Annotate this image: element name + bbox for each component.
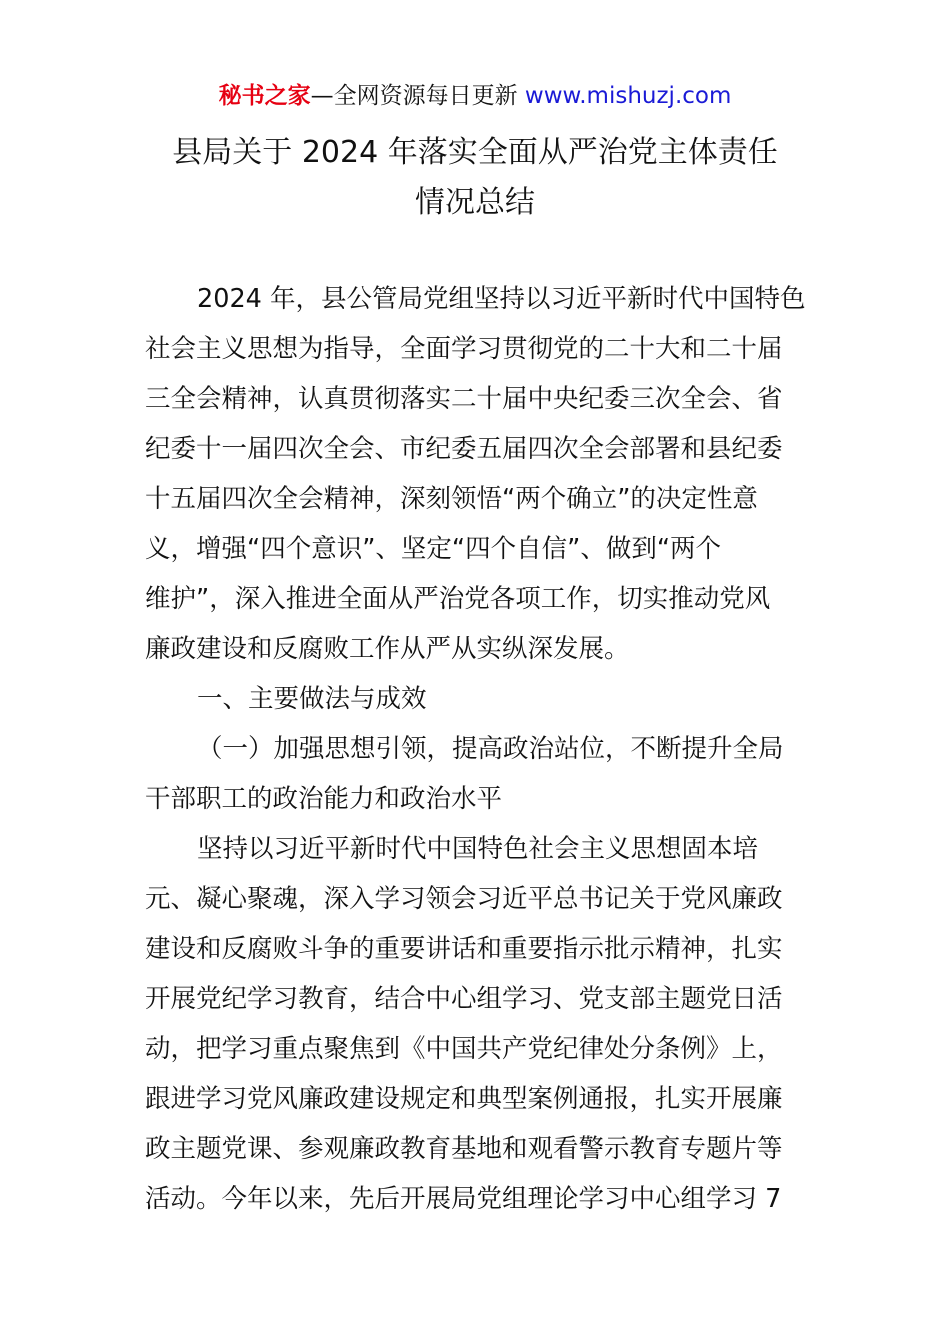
paragraph-line: 元、凝心聚魂，深入学习领会习近平总书记关于党风廉政 xyxy=(145,884,783,914)
section-heading: 一、主要做法与成效 xyxy=(197,684,427,714)
paragraph-line: 义，增强“四个意识”、坚定“四个自信”、做到“两个 xyxy=(145,534,722,564)
paragraph-line: 维护”，深入推进全面从严治党各项工作，切实推动党风 xyxy=(145,584,771,614)
paragraph-line: 纪委十一届四次全会、市纪委五届四次全会部署和县纪委 xyxy=(145,434,783,464)
paragraph-line: 三全会精神，认真贯彻落实二十届中央纪委三次全会、省 xyxy=(145,384,783,414)
paragraph-line: 建设和反腐败斗争的重要讲话和重要指示批示精神，扎实 xyxy=(145,934,783,964)
paragraph-line: 活动。今年以来，先后开展局党组理论学习中心组学习 7 xyxy=(145,1184,782,1214)
title-line-1: 县局关于 2024 年落实全面从严治党主体责任 xyxy=(172,135,778,170)
subsection-heading-continued: 干部职工的政治能力和政治水平 xyxy=(145,784,503,814)
paragraph-line: 动，把学习重点聚焦到《中国共产党纪律处分条例》上， xyxy=(145,1034,783,1064)
site-url: www.mishuzj.com xyxy=(524,83,732,109)
paragraph-line: 跟进学习党风廉政建设规定和典型案例通报，扎实开展廉 xyxy=(145,1084,783,1114)
site-header xyxy=(0,80,950,112)
paragraph-line: 开展党纪学习教育，结合中心组学习、党支部主题党日活 xyxy=(145,984,783,1014)
paragraph-line: 政主题党课、参观廉政教育基地和观看警示教育专题片等 xyxy=(145,1134,783,1164)
document-body xyxy=(145,274,805,1224)
paragraph-line: 坚持以习近平新时代中国特色社会主义思想固本培 xyxy=(197,834,759,864)
header-tagline: —全网资源每日更新 xyxy=(310,83,525,109)
paragraph-line: 廉政建设和反腐败工作从严从实纵深发展。 xyxy=(145,634,630,664)
brand-name: 秘书之家 xyxy=(218,83,311,109)
document-title xyxy=(0,128,950,228)
paragraph-line: 十五届四次全会精神，深刻领悟“两个确立”的决定性意 xyxy=(145,484,758,514)
title-line-2: 情况总结 xyxy=(415,185,535,220)
paragraph-line: 社会主义思想为指导，全面学习贯彻党的二十大和二十届 xyxy=(145,334,783,364)
subsection-heading: （一）加强思想引领，提高政治站位，不断提升全局 xyxy=(197,734,784,764)
paragraph-line: 2024 年，县公管局党组坚持以习近平新时代中国特色 xyxy=(197,284,806,314)
